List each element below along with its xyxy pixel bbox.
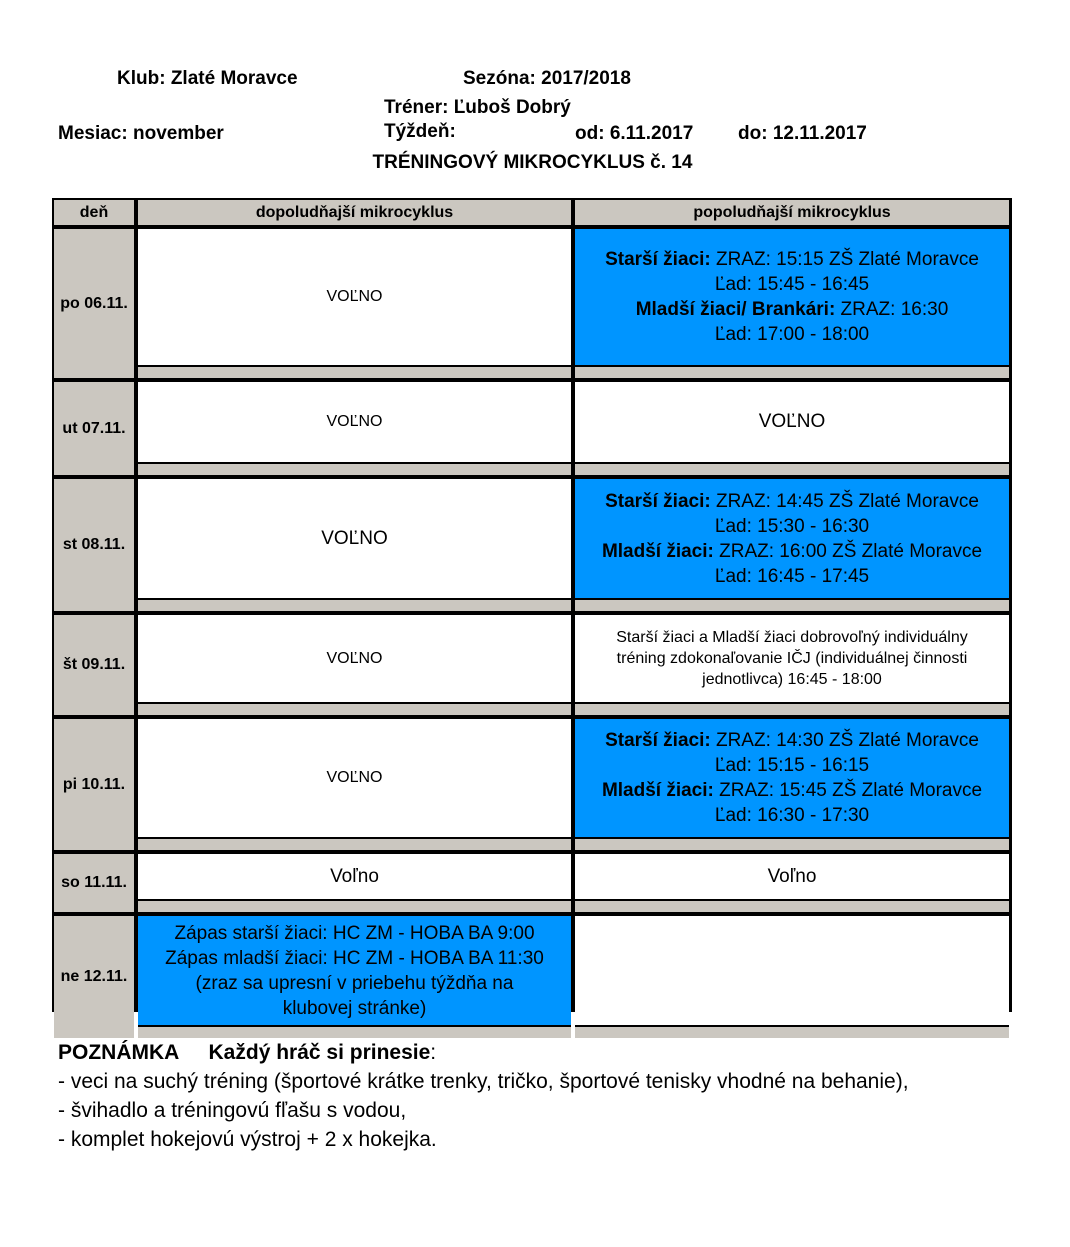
trainer: Tréner: Ľuboš Dobrý xyxy=(384,97,571,118)
day-cell: so 11.11. xyxy=(54,854,134,912)
afternoon-line: Ľad: 17:00 - 18:00 xyxy=(714,324,870,345)
note-item: - veci na suchý tréning (športové krátke trenky, tričko, športové tenisky vhodné na behanie), xyxy=(58,1070,909,1093)
morning-text: VOĽNO xyxy=(326,649,383,667)
afternoon-cell xyxy=(575,382,1009,475)
afternoon-text: VOĽNO xyxy=(758,411,826,432)
afternoon-line: Starší žiaci: ZRAZ: 14:30 ZŠ Zlaté Moravce xyxy=(605,730,979,751)
month: Mesiac: november xyxy=(58,123,224,144)
afternoon-cell xyxy=(575,916,1009,1038)
day-cell: pi 10.11. xyxy=(54,719,134,850)
afternoon-line: Ľad: 15:15 - 16:15 xyxy=(714,755,870,776)
schedule-table xyxy=(52,198,1012,1019)
note-item: - švihadlo a tréningovú fľašu s vodou, xyxy=(58,1099,407,1122)
afternoon-line: jednotlivca) 16:45 - 18:00 xyxy=(702,671,882,688)
afternoon-line: Mladší žiaci: ZRAZ: 15:45 ZŠ Zlaté Moravce xyxy=(601,780,983,801)
morning-cell xyxy=(138,719,571,850)
afternoon-cell xyxy=(575,854,1009,912)
note-label: POZNÁMKA xyxy=(58,1041,180,1064)
afternoon-line: Ľad: 16:30 - 17:30 xyxy=(714,805,870,826)
note-heading: POZNÁMKA Každý hráč si prinesie: xyxy=(58,1041,437,1064)
morning-line: Zápas starší žiaci: HC ZM - HOBA BA 9:00 xyxy=(174,922,535,944)
week-to: do: 12.11.2017 xyxy=(738,123,867,144)
note-item: - komplet hokejovú výstroj + 2 x hokejka. xyxy=(58,1128,437,1151)
afternoon-cell xyxy=(575,615,1009,715)
afternoon-cell xyxy=(575,229,1009,378)
afternoon-line: Ľad: 15:45 - 16:45 xyxy=(714,274,870,295)
day-cell: po 06.11. xyxy=(54,229,134,378)
morning-cell xyxy=(138,479,571,611)
afternoon-line: Starší žiaci a Mladší žiaci dobrovoľný individuálny xyxy=(616,629,968,646)
club-name: Klub: Zlaté Moravce xyxy=(117,68,298,89)
day-cell: st 08.11. xyxy=(54,479,134,611)
morning-line: (zraz sa upresní v priebehu týždňa na xyxy=(195,972,514,994)
afternoon-cell xyxy=(575,479,1009,611)
morning-cell xyxy=(138,854,571,912)
morning-cell xyxy=(138,615,571,715)
column-header-morning: dopoludňajší mikrocyklus xyxy=(138,200,571,225)
morning-text: VOĽNO xyxy=(326,413,383,430)
afternoon-line: Ľad: 15:30 - 16:30 xyxy=(714,515,870,537)
afternoon-line: Ľad: 16:45 - 17:45 xyxy=(714,565,870,587)
column-header-day: deň xyxy=(54,200,134,225)
week-label: Týždeň: xyxy=(384,121,456,142)
season: Sezóna: 2017/2018 xyxy=(463,68,631,89)
morning-text: VOĽNO xyxy=(326,288,383,305)
morning-cell xyxy=(138,916,571,1038)
note-section xyxy=(58,1038,1018,1154)
day-cell: št 09.11. xyxy=(54,615,134,715)
morning-text: VOĽNO xyxy=(321,527,388,549)
afternoon-line: Starší žiaci: ZRAZ: 15:15 ZŠ Zlaté Moravce xyxy=(605,249,979,270)
afternoon-line: Starší žiaci: ZRAZ: 14:45 ZŠ Zlaté Moravce xyxy=(605,490,979,512)
week-from: od: 6.11.2017 xyxy=(575,123,694,144)
page-title: TRÉNINGOVÝ MIKROCYKLUS č. 14 xyxy=(372,152,693,173)
day-cell: ut 07.11. xyxy=(54,382,134,475)
morning-line: klubovej stránke) xyxy=(282,997,427,1019)
afternoon-text: Voľno xyxy=(767,865,817,887)
afternoon-line: Mladší žiaci: ZRAZ: 16:00 ZŠ Zlaté Moravce xyxy=(601,540,983,562)
morning-cell xyxy=(138,382,571,475)
afternoon-cell xyxy=(575,719,1009,850)
morning-line: Zápas mladší žiaci: HC ZM - HOBA BA 11:30 xyxy=(165,947,544,969)
afternoon-line: tréning zdokonaľovanie IČJ (individuálnej činnosti xyxy=(616,650,968,667)
morning-text: VOĽNO xyxy=(326,769,383,786)
afternoon-line: Mladší žiaci/ Brankári: ZRAZ: 16:30 xyxy=(635,299,949,320)
note-heading-text: Každý hráč si prinesie xyxy=(208,1041,431,1064)
column-header-afternoon: popoludňajší mikrocyklus xyxy=(575,200,1009,225)
morning-cell xyxy=(138,229,571,378)
morning-text: Voľno xyxy=(330,865,379,887)
day-cell: ne 12.11. xyxy=(54,916,134,1038)
